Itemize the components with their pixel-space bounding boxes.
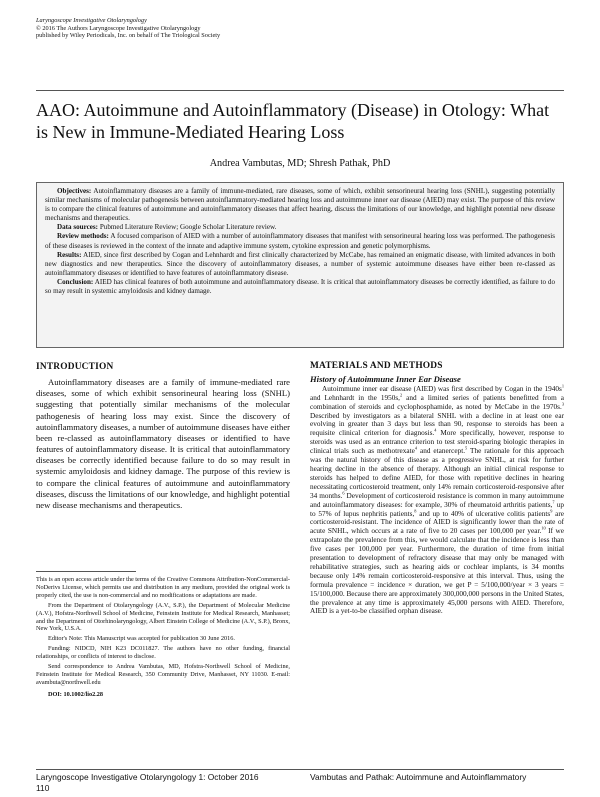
footnotes [36, 576, 290, 701]
copyright-line: © 2016 The Authors Laryngoscope Investigative Otolaryngology [36, 24, 201, 32]
page-number: 110 [36, 782, 50, 793]
history-text: Autoimmune inner ear disease (AIED) was first described by Cogan in the 1940s [322, 384, 562, 393]
conclusion-label: Conclusion: [57, 277, 94, 286]
history-text: Described by investigators as a bilateral SNHL with a decline in at least one ear evolving in greater than 3 days but less than 90, response to steroids has been a requisite clinical criterion for diagnosis. [310, 411, 564, 438]
page-footer-left [36, 772, 259, 793]
history-paragraph [310, 385, 564, 617]
journal-issue: Laryngoscope Investigative Otolaryngology 1: October 2016 [36, 772, 259, 782]
history-text: and up to 40% of ulcerative colitis patients [416, 509, 551, 518]
citation-ref[interactable]: 7 [552, 499, 555, 505]
results-label: Results: [57, 250, 82, 259]
abstract-box [36, 182, 564, 348]
history-text: Development of corticosteroid resistance is common in many autoimmune and autoinflammatory diseases: for example, 30% of rheumatoid arthritis patients, [310, 491, 564, 509]
article-title: AAO: Autoimmune and Autoinflammatory (Disease) in Otology: What is New in Immune-Mediated Hearing Loss [36, 100, 550, 142]
citation-ref[interactable]: 9 [550, 508, 553, 514]
citation-ref[interactable]: 6 [342, 490, 345, 496]
methods-text: A focused comparison of AIED with a number of autoinflammatory diseases that manifest with sensorineural hearing loss was performed. The pathogenesis of these diseases is reviewed in the context of the innate and adaptive immune system, cytokine expression and genetic polymorphisms. [45, 232, 555, 250]
footnote-rule [36, 571, 136, 572]
abstract-objectives [45, 187, 555, 223]
history-text: and a limited series of patients benefitted from a combination of steroids and cyclophosphamide, as noted by McCabe in the 1970s. [310, 393, 564, 411]
history-subheading: History of Autoimmune Inner Ear Disease [310, 373, 461, 384]
data-sources-text: Pubmed Literature Review; Google Scholar Literature review. [99, 223, 277, 232]
citation-ref[interactable]: 4 [414, 445, 418, 451]
left-column [36, 362, 290, 511]
journal-header [36, 17, 356, 40]
journal-name: Laryngoscope Investigative Otolaryngology [36, 17, 147, 24]
history-text: are corticosteroid-resistant. The incidence of AIED is significantly lower than the rate of acute SNHL, which occurs at a rate of five to 20 cases per 100,000 per year. [310, 509, 564, 536]
methods-label: Review methods: [57, 232, 109, 241]
introduction-paragraph: Autoinflammatory diseases are a family of immune-mediated rare diseases, some of which exhibit sensorineural hearing loss (SNHL) suggesting that potentially similar mechanisms of the molecular pathogenesis of hearing loss may exist. Since the discovery of autoinflammatory diseases, a number of autoimmune diseases have either been re-classed as autoinflammatory diseases or identified to have features of autoinflammatory disease. It is critical that autoinflammatory diseases be correctly identified because failure to do so may result in systemic amyloidosis and kidney damage. The purpose of this review is to compare the clinical features of autoimmune and autoinflammatory diseases, discuss the limitations of our knowledge, and highlight potential new disease mechanisms and therapeutics. [36, 377, 290, 510]
header-rule [36, 90, 564, 91]
citation-ref[interactable]: 8 [414, 508, 417, 514]
citation-ref[interactable]: 3 [561, 401, 564, 407]
abstract-data-sources [45, 223, 555, 232]
correspondence-note: Send correspondence to Andrea Vambutas, MD, Hofstra-Northwell School of Medicine, Feinstein Institute for Medical Research, 350 Community Drive, Manhasset, NY 11030. E-mail: avambuta@northwell.edu [36, 663, 290, 686]
history-text: and Lehnhardt in the 1950s, [310, 393, 400, 402]
affiliation-note: From the Department of Otolaryngology (A.V., S.P.), the Department of Molecular Medicine (A.V.), Hofstra-Northwell School of Medicine, Feinstein Institute for Medical Research, Manhasset; and the Department of Otorhinolaryngology, Albert Einstein College of Medicine (A.V., S.P.), Bronx, New York, U.S.A. [36, 601, 290, 633]
methods-heading: MATERIALS AND METHODS [310, 361, 443, 371]
citation-ref[interactable]: 5 [465, 445, 468, 451]
publisher-line: published by Wiley Periodicals, Inc. on behalf of The Triological Society [36, 32, 221, 40]
abstract-methods [45, 232, 555, 250]
history-text: and etanercept. [417, 447, 466, 456]
history-text: If we extrapolate the prevalence from this, we would calculate that the incidence is less than five cases per 100,000 per year. Furthermore, the duration of time from initial presentation to development of refractory disease that may only be managed with rehabilitative strategies, such as hearing aids or cochlear implants, is 34 months because only 14% remain corticosteroid-responsive at this interval. Thus, using the formula prevalence = incidence × duration, we get P = 5/100,000/year × 3 years = 15/100,000. Because there are approximately 300,000,000 persons in the United States, the prevalence at any time is approximately 45,000 persons with AIED. Therefore, AIED is a yet-to-be classified orphan disease. [310, 527, 564, 616]
abstract-results [45, 251, 555, 278]
author-list: Andrea Vambutas, MD; Shresh Pathak, PhD [209, 158, 391, 169]
conclusion-text: AIED has clinical features of both autoimmune and autoinflammatory disease. It is critical that autoinflammatory diseases be correctly identified, as failure to do so may result in systemic amyloidosis and kidney damage. [45, 277, 555, 296]
citation-ref[interactable]: 1 [561, 383, 564, 389]
results-text: AIED, since first described by Cogan and Lehnhardt and first clinically characterized by McCabe, has remained an enigmatic disease, with limited advances in both new diagnostics and new therapeutics. Since the discovery of autoinflammatory diseases, a number of systemic autoimmune diseases have either been re-classed as autoinflammatory diseases or identified to have features of autoinflammatory disease. [45, 250, 555, 277]
citation-ref[interactable]: 10 [541, 525, 546, 531]
introduction-heading: INTRODUCTION [36, 362, 114, 372]
history-text: The rationale for this approach was the natural history of this disease as a progressive SNHL, at risk for further hearing decline in the absence of therapy. Although an initial clinical response to steroids has helped to define AIED, for those with repetitive declines in hearing necessitating corticosteroid treatment, only 14% remain corticosteroid-responsive after 34 months. [310, 447, 564, 500]
objectives-label: Objectives: [57, 187, 92, 195]
running-title: Vambutas and Pathak: Autoimmune and Autoinflammatory [310, 772, 527, 782]
abstract-conclusion [45, 278, 555, 296]
editor-note: Editor's Note: This Manuscript was accepted for publication 30 June 2016. [48, 635, 235, 643]
right-column [310, 362, 564, 616]
history-text: More specifically, however, response to steroids was used as an entrance criterion to test steroid-sparing biologic therapies in clinical trials such as methotrexate [310, 429, 565, 456]
citation-ref[interactable]: 4 [434, 427, 437, 433]
data-sources-label: Data sources: [57, 223, 99, 232]
citation-ref[interactable]: 2 [399, 392, 403, 398]
history-text: up to 57% of lupus nephritis patients, [310, 500, 565, 518]
license-note: This is an open access article under the terms of the Creative Commons Attribution-NonCommercial-NoDerivs License, which permits use and distribution in any medium, provided the original work is properly cited, the use is non-commercial and no modifications or adaptations are made. [36, 576, 290, 599]
funding-note: Funding: NIDCD, NIH K23 DC011827. The authors have no other funding, financial relationships, or conflicts of interest to disclose. [36, 645, 290, 661]
objectives-text: Autoinflammatory diseases are a family of immune-mediated, rare diseases, some of which, exhibit sensorineural hearing loss (SNHL), suggesting potentially similar mechanisms of molecular pathogenesis between autoinflammatory-mediated hearing loss and autoimmune inner ear disease (AIED) may exist. The purpose of this review is to compare the clinical features of autoimmune and autoinflammatory diseases that affect hearing, discuss the limitations of our knowledge, and highlight potential new disease mechanisms and therapeutics. [45, 187, 555, 223]
doi[interactable]: DOI: 10.1002/lio2.28 [48, 690, 104, 698]
footer-rule [36, 769, 564, 770]
